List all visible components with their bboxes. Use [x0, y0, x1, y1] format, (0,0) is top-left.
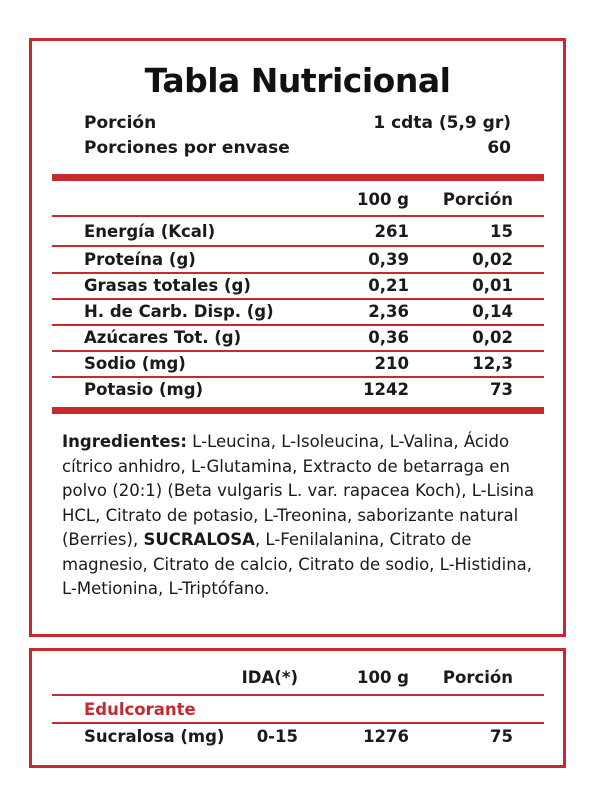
nutrient-per100: 1242	[363, 380, 409, 399]
nutrient-label: Potasio (mg)	[84, 380, 204, 399]
nutrient-per100: 0,21	[368, 276, 409, 295]
nutrition-row-fat	[84, 273, 513, 299]
nutrition-row-potassium	[84, 377, 513, 403]
sweetener-panel	[29, 648, 566, 768]
sweetener-row-sucralose	[84, 724, 513, 750]
nutrient-portion: 12,3	[472, 354, 513, 373]
nutrient-portion: 0,02	[472, 250, 513, 269]
nutrient-label: H. de Carb. Disp. (g)	[84, 302, 274, 321]
row-divider	[52, 694, 544, 696]
nutrition-row-carbs	[84, 299, 513, 325]
nutrient-portion: 0,01	[472, 276, 513, 295]
ingredients-paragraph	[62, 430, 541, 602]
nutrient-per100: 261	[374, 222, 409, 241]
sweetener-per100: 1276	[363, 727, 409, 746]
nutrient-portion: 73	[490, 380, 513, 399]
nutrition-facts-panel	[29, 38, 566, 637]
sweetener-ida: 0-15	[256, 727, 298, 746]
nutrient-label: Sodio (mg)	[84, 354, 186, 373]
nutrition-row-sugars	[84, 325, 513, 351]
servings-per-container-label: Porciones por envase	[84, 138, 290, 158]
sweetener-section-label: Edulcorante	[84, 700, 196, 719]
serving-size-label: Porción	[84, 113, 157, 133]
nutrient-per100: 0,39	[368, 250, 409, 269]
panel-title: Tabla Nutricional	[144, 61, 451, 100]
nutrient-label: Grasas totales (g)	[84, 276, 251, 295]
nutrient-per100: 210	[374, 354, 409, 373]
column-header-portion: Porción	[442, 190, 513, 209]
sweetener-label: Sucralosa (mg)	[84, 727, 225, 746]
nutrient-label: Proteína (g)	[84, 250, 196, 269]
nutrition-header-row	[84, 187, 513, 213]
serving-size-value: 1 cdta (5,9 gr)	[373, 113, 511, 133]
nutrition-row-protein	[84, 247, 513, 273]
column-header-ida: IDA(*)	[241, 668, 298, 687]
nutrition-row-sodium	[84, 351, 513, 377]
servings-per-container-value: 60	[487, 138, 511, 158]
nutrition-row-energy	[84, 219, 513, 245]
column-header-100g: 100 g	[357, 190, 409, 209]
section-divider	[52, 174, 544, 181]
sweetener-header-row	[84, 665, 513, 691]
nutrient-portion: 15	[490, 222, 513, 241]
nutrient-label: Energía (Kcal)	[84, 222, 216, 241]
nutrient-per100: 2,36	[368, 302, 409, 321]
section-divider	[52, 407, 544, 414]
nutrient-portion: 0,14	[472, 302, 513, 321]
ingredients-highlight: SUCRALOSA	[143, 530, 255, 549]
column-header-100g: 100 g	[357, 668, 409, 687]
serving-size-row	[84, 110, 511, 136]
sweetener-section-row	[84, 697, 513, 723]
sweetener-portion: 75	[490, 727, 513, 746]
nutrient-per100: 0,36	[368, 328, 409, 347]
ingredients-label: Ingredientes:	[62, 432, 187, 451]
servings-per-container-row	[84, 135, 511, 161]
ingredients-text-part1: L-Leucina, L-Isoleucina, L-Valina, Ácido cítrico anhidro, L-Glutamina, Extracto de betarraga en polvo (20:1) (Beta vulgaris L. var. rapacea Koch), L-Lisina HCL, Citrato de potasio, L-Treonina, saborizante natural (Berries),	[62, 432, 535, 549]
nutrient-portion: 0,02	[472, 328, 513, 347]
ingredients-text-part2: , L-Fenilalanina, Citrato de magnesio, Citrato de calcio, Citrato de sodio, L-Histidina, L-Metionina, L-Triptófano.	[62, 530, 533, 598]
column-header-portion: Porción	[442, 668, 513, 687]
nutrient-label: Azúcares Tot. (g)	[84, 328, 242, 347]
row-divider	[52, 215, 544, 217]
